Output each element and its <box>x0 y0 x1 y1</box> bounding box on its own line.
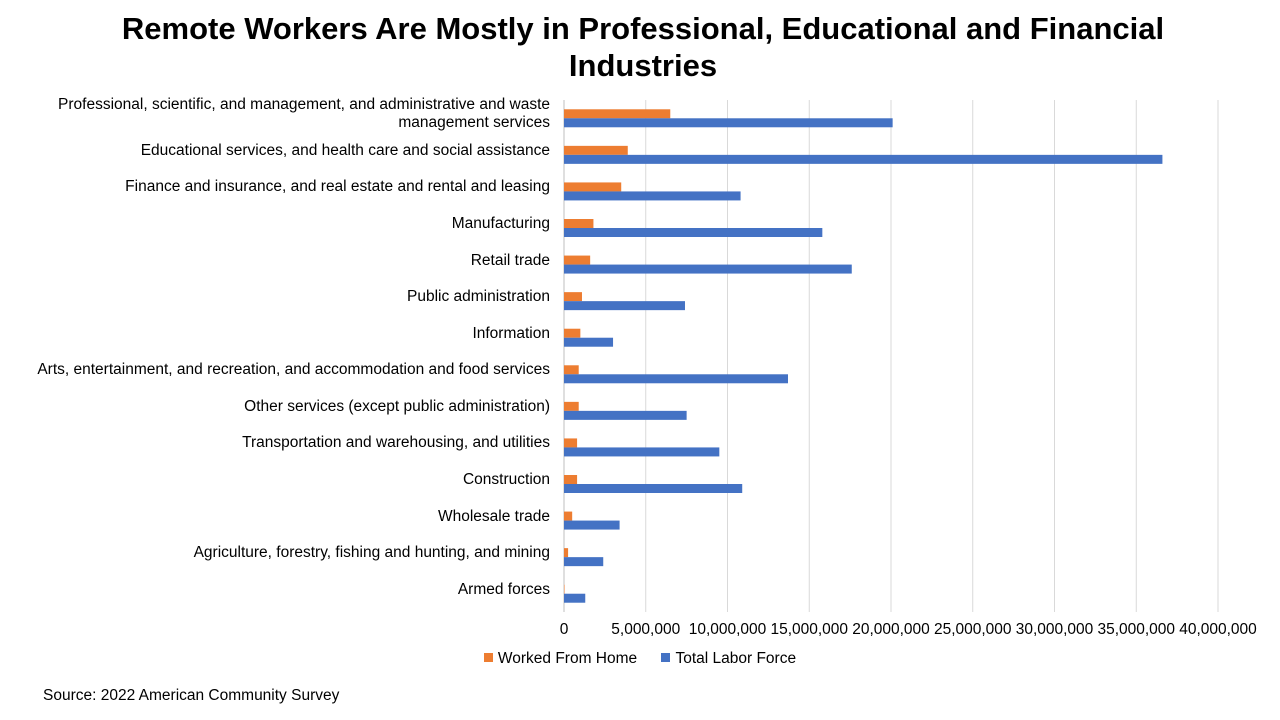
bar-total-labor-force <box>564 521 620 530</box>
category-label: Armed forces <box>457 580 550 598</box>
bar-total-labor-force <box>564 338 613 347</box>
bar-total-labor-force <box>564 557 603 566</box>
bar-total-labor-force <box>564 594 585 603</box>
category-label: Finance and insurance, and real estate and rental and leasing <box>125 178 550 196</box>
bar-worked-from-home <box>564 475 577 484</box>
category-label: Wholesale trade <box>437 507 550 525</box>
bar-total-labor-force <box>564 118 893 127</box>
category-label: Information <box>472 324 550 342</box>
x-tick-label: 25,000,000 <box>933 621 1012 638</box>
x-tick-label: 5,000,000 <box>611 621 681 638</box>
category-label: Manufacturing <box>451 215 550 232</box>
x-tick-label: 0 <box>559 621 569 638</box>
category-label: Retail trade <box>470 251 550 269</box>
category-label: Arts, entertainment, and recreation, and accommodation and food services <box>37 361 550 379</box>
category-label: Professional, scientific, and management, and administrative and waste management services <box>58 96 550 132</box>
legend-item-total-labor-force <box>661 650 796 668</box>
x-tick-label: 10,000,000 <box>688 621 767 638</box>
category-label: Construction <box>462 471 550 488</box>
bar-total-labor-force <box>564 374 788 383</box>
bar-worked-from-home <box>564 146 628 155</box>
bar-total-labor-force <box>564 155 1162 164</box>
legend-swatch-worked-from-home <box>484 653 493 662</box>
bar-worked-from-home <box>564 512 572 521</box>
category-label: Other services (except public administration) <box>244 397 550 415</box>
category-label: Public administration <box>406 288 550 306</box>
bar-worked-from-home <box>564 292 582 301</box>
bar-worked-from-home <box>564 109 670 118</box>
x-tick-label: 20,000,000 <box>852 621 930 638</box>
x-tick-label: 30,000,000 <box>1015 621 1094 638</box>
legend-item-worked-from-home <box>484 650 637 668</box>
x-tick-label: 40,000,000 <box>1179 621 1257 638</box>
bar-worked-from-home <box>564 438 577 447</box>
bar-total-labor-force <box>564 484 742 493</box>
bar-worked-from-home <box>564 219 593 228</box>
bar-total-labor-force <box>564 447 719 456</box>
category-label: Transportation and warehousing, and utilities <box>242 434 550 452</box>
bar-total-labor-force <box>564 301 685 310</box>
chart-title: Remote Workers Are Mostly in Professional, Educational and Financial Industries <box>121 11 1165 83</box>
bar-total-labor-force <box>564 191 741 200</box>
bar-total-labor-force <box>564 411 687 420</box>
bar-total-labor-force <box>564 265 852 274</box>
legend-label-worked-from-home: Worked From Home <box>497 650 638 667</box>
source-note: Source: 2022 American Community Survey <box>43 687 340 704</box>
category-label: Educational services, and health care and social assistance <box>140 141 550 159</box>
bar-worked-from-home <box>564 402 579 411</box>
legend-label-total-labor-force: Total Labor Force <box>675 650 797 667</box>
bar-worked-from-home <box>564 182 621 191</box>
bar-worked-from-home <box>564 256 590 265</box>
x-tick-label: 35,000,000 <box>1097 621 1176 638</box>
bar-total-labor-force <box>564 228 822 237</box>
legend <box>0 650 1280 668</box>
bar-worked-from-home <box>564 329 580 338</box>
x-tick-label: 15,000,000 <box>770 621 849 638</box>
bar-worked-from-home <box>564 365 579 374</box>
legend-swatch-total-labor-force <box>661 653 670 662</box>
bar-worked-from-home <box>564 548 568 557</box>
category-label: Agriculture, forestry, fishing and hunting, and mining <box>193 544 550 562</box>
